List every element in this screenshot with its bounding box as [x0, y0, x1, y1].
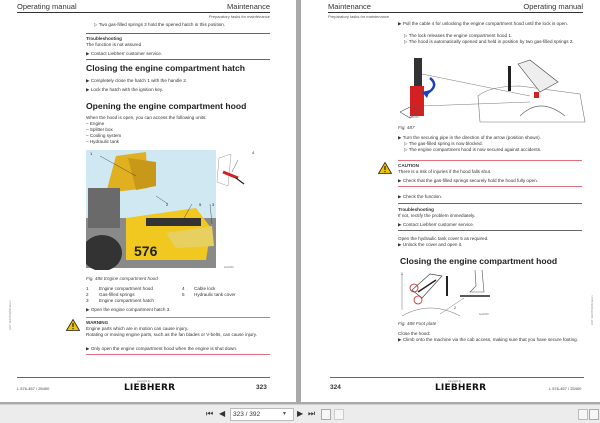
warning-rule	[86, 354, 270, 355]
legend-num: 1	[86, 286, 89, 291]
unit-item: – Hydraulic tank	[86, 139, 119, 144]
callout-1: 1	[90, 151, 93, 156]
page-number: 323	[256, 384, 267, 391]
troubleshooting-text: The function is not assured	[86, 42, 142, 47]
footer-rule	[17, 377, 270, 378]
step: ▶ Check the function.	[398, 194, 443, 199]
warning-line: Rotating or moving engine parts, such as the fan blades or V-belts, can cause injury.	[86, 332, 257, 337]
model-badge: 576	[134, 243, 158, 259]
two-page-view-icon[interactable]	[589, 409, 599, 420]
warning-action: ▶ Only open the engine compartment hood when the engine is shut down.	[86, 346, 238, 351]
section-title: Opening the engine compartment hood	[86, 101, 247, 111]
close-text: Close the hood:	[398, 331, 431, 336]
paste-page-icon[interactable]	[334, 409, 344, 420]
callout-3: 3	[212, 202, 215, 207]
divider	[86, 33, 270, 34]
page-header	[17, 2, 270, 13]
section-intro: When the hood is open, you can access the following units:	[86, 115, 207, 120]
left-page	[0, 0, 296, 402]
step: ▶ Unlock the cover and open it.	[398, 242, 463, 247]
liebherr-logo: LIEBHERR	[435, 383, 487, 393]
image-id: lwo2000	[409, 116, 419, 119]
prev-page-button[interactable]: ◀	[219, 409, 226, 418]
logo-sub: copyright by	[137, 380, 151, 383]
page-dropdown-icon[interactable]: ▾	[283, 411, 287, 417]
last-page-button[interactable]: ⏭	[308, 409, 316, 418]
step: ▶ Open the engine compartment hatch 3.	[86, 307, 171, 312]
warning-rule	[86, 317, 270, 318]
caution-rule	[398, 160, 582, 161]
caution-line: There is a risk of injuries if the hood falls shut.	[398, 169, 492, 174]
divider	[86, 59, 270, 60]
divider	[398, 203, 582, 204]
viewer-toolbar	[0, 404, 600, 423]
callout-2: 2	[166, 202, 169, 207]
legend-label: Cable lock	[194, 286, 216, 291]
legend-label: Engine compartment hood	[99, 286, 153, 291]
troubleshooting-text: If not, rectify the problem immediately.	[398, 213, 476, 218]
right-page	[301, 0, 600, 402]
legend-label: Gas-filled springs	[99, 292, 135, 297]
step: ▶ Climb onto the machine via the cab access, making sure that you have secure footing.	[398, 337, 578, 342]
warning-line: Engine parts which are in motion can cause injury.	[86, 326, 189, 331]
image-id: lwo2000	[479, 313, 489, 316]
troubleshooting-action: ▶ Contact Liebherr customer service.	[86, 51, 163, 56]
callout-1: 1	[401, 272, 403, 276]
caution-action: ▶ Check that the gas-filled springs securely hold the hood fully open.	[398, 178, 538, 183]
legend-label: Engine compartment hatch	[99, 298, 154, 303]
image-id: lwo2000	[224, 266, 234, 269]
warning-icon	[66, 319, 80, 331]
subheader: Preparatory tasks for maintenance	[208, 14, 270, 19]
troubleshooting-title: Troubleshooting	[86, 36, 122, 41]
figure-caption: Fig. 487	[398, 125, 415, 130]
step-result: ▷ The engine compartment hood is now secured against accidents.	[404, 147, 542, 152]
unit-item: – Splitter box	[86, 127, 113, 132]
copy-page-icon[interactable]	[321, 409, 331, 420]
troubleshooting-title: Troubleshooting	[398, 207, 434, 212]
section-title: Closing the engine compartment hood	[400, 256, 558, 266]
logo-sub: copyright by	[448, 380, 462, 383]
footer-rule	[330, 377, 584, 378]
step: ▶ Turn the securing pipe in the direction of the arrow (position shown).	[398, 135, 541, 140]
caution-title: CAUTION	[398, 163, 419, 168]
header-right: Maintenance	[227, 2, 270, 11]
header-left: Maintenance	[328, 2, 371, 11]
callout-2: 2	[454, 306, 456, 310]
unit-item: – Engine	[86, 121, 105, 126]
header-left: Operating manual	[17, 2, 77, 11]
foot-plate-figure	[400, 270, 495, 318]
footer-doc-id: L 576-457 / 25400	[17, 386, 50, 391]
subheader: Preparatory tasks for maintenance	[328, 14, 390, 19]
figure-caption: Fig. 486 Engine compartment hood	[86, 276, 158, 281]
side-text: LWT 1EC/T04/04/Jason	[8, 300, 12, 330]
footer-doc-id: L 576-457 / 25400	[549, 386, 582, 391]
step: ▶ Pull the cable 4 for unlocking the engine compartment hood until the lock is open.	[398, 21, 569, 26]
hydraulic-text: Open the hydraulic tank cover 5 as required.	[398, 236, 489, 241]
legend-num: 4	[182, 286, 185, 291]
cable-lock-figure	[400, 56, 590, 124]
divider	[398, 230, 582, 231]
unit-item: – Cooling system	[86, 133, 122, 138]
page-number: 324	[330, 384, 341, 391]
troubleshooting-action: ▶ Contact Liebherr customer service.	[398, 222, 475, 227]
step: ▶ Completely close the hatch 1 with the handle 2.	[86, 78, 188, 83]
first-page-button[interactable]: ⏮	[206, 409, 214, 418]
caution-icon	[378, 162, 392, 174]
step-result: ▷ The hood is automatically opened and held in position by two gas-filled springs 2.	[404, 39, 574, 44]
legend-num: 5	[182, 292, 185, 297]
warning-title: WARNING	[86, 320, 109, 325]
single-page-view-icon[interactable]	[578, 409, 588, 420]
legend-num: 2	[86, 292, 89, 297]
step: ▶ Lock the hatch with the ignition key.	[86, 87, 163, 92]
callout-5: 5	[199, 202, 202, 207]
step-result: ▷ The gas-filled spring is now blocked.	[404, 141, 483, 146]
page-header	[328, 2, 583, 13]
side-text: LWT 1EC/T04/04/Jason	[590, 295, 594, 325]
section-title: Closing the engine compartment hatch	[86, 63, 246, 73]
caution-rule	[398, 186, 582, 187]
callout-4: 4	[252, 150, 255, 155]
legend-label: Hydraulic tank cover	[194, 292, 236, 297]
header-right: Operating manual	[523, 2, 583, 11]
engine-compartment-figure	[86, 148, 248, 270]
legend-num: 3	[86, 298, 89, 303]
page-number-input[interactable]: 323 / 392	[230, 408, 294, 421]
result-line: ▷ Two gas-filled springs 3 hold the opened hatch in this position.	[94, 22, 226, 27]
step-result: ▷ The lock releases the engine compartment hood 1.	[404, 33, 513, 38]
figure-caption: Fig. 488 Foot plate	[398, 321, 437, 326]
liebherr-logo: LIEBHERR	[124, 383, 176, 393]
next-page-button[interactable]: ▶	[297, 409, 304, 418]
